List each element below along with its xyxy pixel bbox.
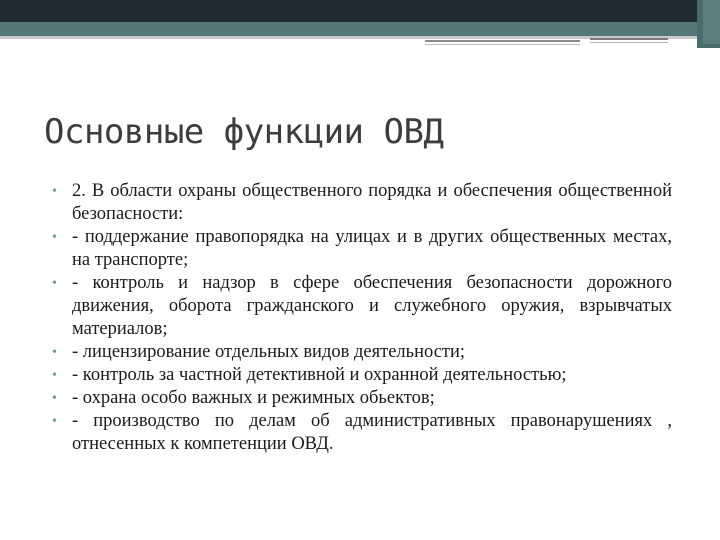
list-item-text: 2. В области охраны общественного порядка и обеспечения общественной безопасности:	[72, 181, 672, 224]
bullet-icon: •	[52, 391, 57, 406]
list-item-text: - охрана особо важных и режимных обьектов;	[72, 388, 435, 408]
list-item-text: - контроль и надзор в сфере обеспечения безопасности дорожного движения, оборота гражданского и служебного оружия, взрывчатых материалов;	[72, 273, 672, 339]
list-item	[48, 410, 672, 456]
list-item-text: - производство по делам об административных правонарушениях , отнесенных к компетенции ОВД.	[72, 411, 672, 454]
list-item	[48, 272, 672, 341]
decorative-rule	[425, 44, 580, 45]
top-decorative-bar	[0, 0, 720, 22]
decorative-rule	[425, 40, 580, 42]
list-item-text: - контроль за частной детективной и охранной деятельностью;	[72, 365, 567, 385]
list-item-text: - поддержание правопорядка на улицах и в других общественных местах, на транспорте;	[72, 227, 672, 270]
list-item	[48, 364, 672, 387]
list-item-text: - лицензирование отдельных видов деятельности;	[72, 342, 466, 362]
bullet-icon: •	[52, 345, 57, 360]
list-item	[48, 180, 672, 226]
decorative-rule	[590, 42, 668, 43]
bullet-list	[48, 180, 672, 456]
bullet-icon: •	[52, 414, 57, 429]
list-item	[48, 387, 672, 410]
bullet-icon: •	[52, 276, 57, 291]
slide-title: Основные функции ОВД	[44, 112, 444, 152]
list-item	[48, 226, 672, 272]
bullet-icon: •	[52, 230, 57, 245]
bullet-icon: •	[52, 368, 57, 383]
top-accent-bar	[0, 22, 720, 36]
corner-decoration-inner	[703, 0, 720, 44]
bullet-icon: •	[52, 184, 57, 199]
decorative-rule	[590, 38, 668, 40]
list-item	[48, 341, 672, 364]
